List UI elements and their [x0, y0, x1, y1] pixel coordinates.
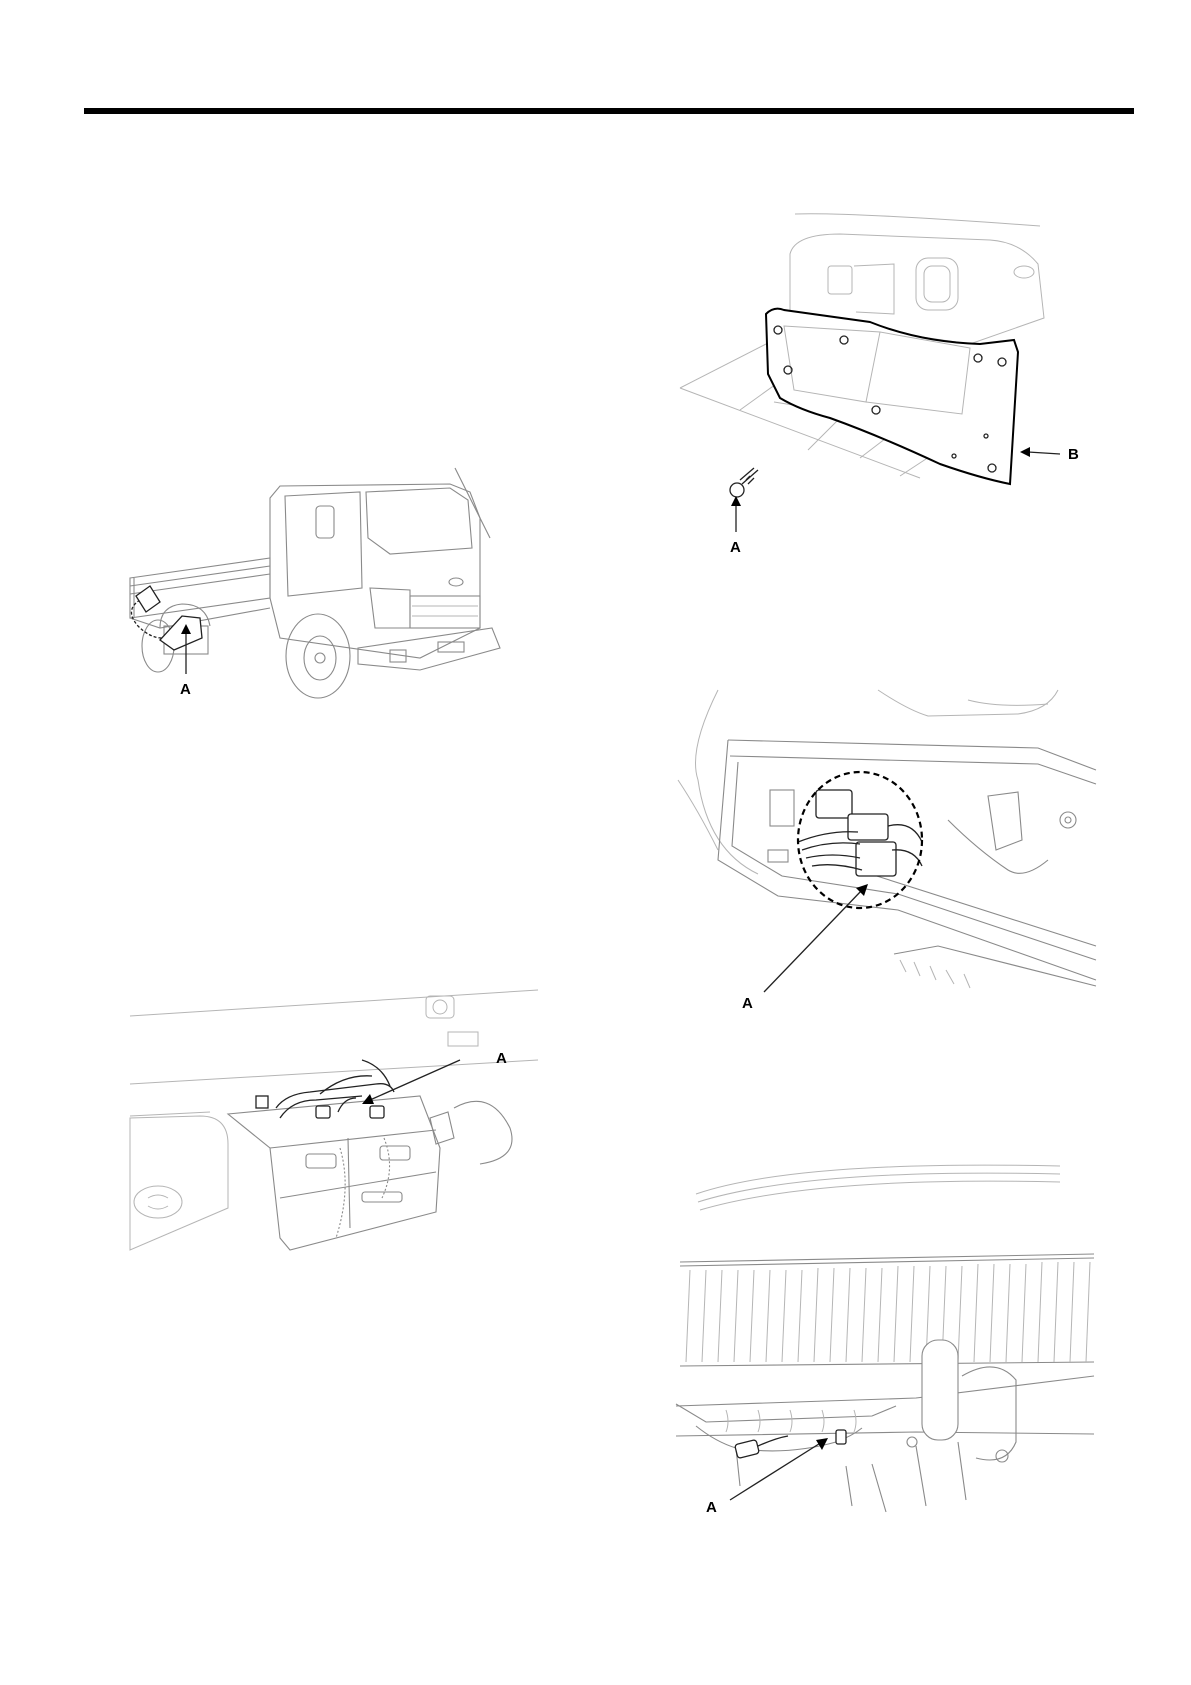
- header-rule: [84, 108, 1134, 114]
- callout-a: A: [496, 1050, 507, 1067]
- ribbed-vent: [686, 1262, 1090, 1362]
- battery-illustration: [130, 988, 538, 1253]
- callout-a: A: [742, 995, 753, 1012]
- callout-a: A: [706, 1499, 717, 1516]
- wiring-illustration: [678, 690, 1096, 1030]
- figure-truck-wheel-chock: [120, 478, 560, 738]
- figure-battery-cables: [130, 988, 538, 1253]
- figure-steering-column-connector: [676, 1166, 1096, 1516]
- steering-column-illustration: [676, 1166, 1096, 1516]
- truck-illustration: [120, 478, 560, 738]
- callout-b: B: [1068, 446, 1079, 463]
- callout-a: A: [730, 539, 741, 556]
- figure-wiring-connectors: [678, 690, 1096, 1030]
- callout-a: A: [180, 681, 191, 698]
- figure-trim-panel-screw: [680, 214, 1100, 560]
- trim-panel-illustration: [680, 214, 1100, 560]
